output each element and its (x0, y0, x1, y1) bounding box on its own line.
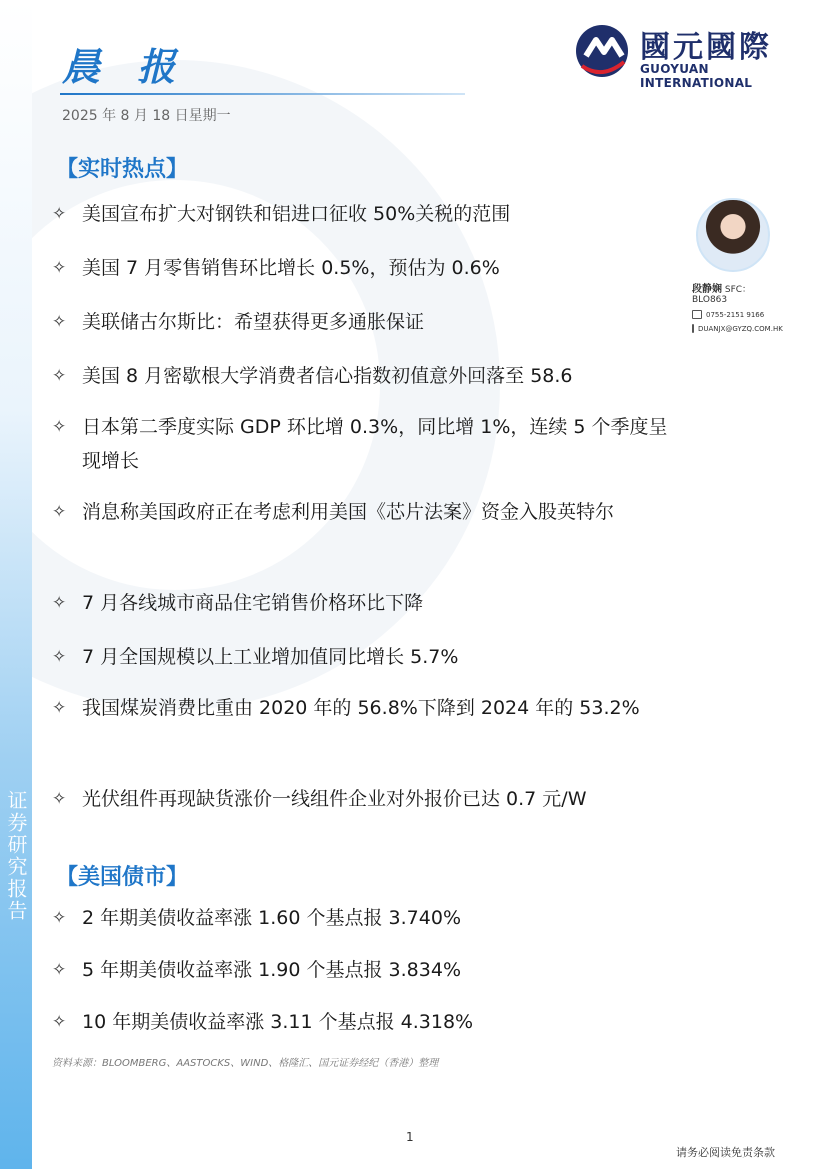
list-item: ✧ 光伏组件再现缺货涨价一线组件企业对外报价已达 0.7 元/W (52, 782, 672, 816)
title-underline (60, 93, 465, 95)
data-source-note: 资料来源：BLOOMBERG、AASTOCKS、WIND、格隆汇、国元证券经纪（香港）整理 (52, 1058, 439, 1069)
page-title: 晨 报 (62, 45, 188, 89)
company-logo (572, 22, 812, 90)
bullet-icon: ✧ (52, 312, 67, 332)
list-item: ✧ 美国 8 月密歇根大学消费者信心指数初值意外回落至 58.6 (52, 359, 672, 393)
analyst-email: DUANJX@GYZQ.COM.HK (698, 324, 783, 333)
list-item: ✧ 7 月全国规模以上工业增加值同比增长 5.7% (52, 640, 672, 674)
bullet-icon: ✧ (52, 789, 67, 809)
list-item: ✧ 5 年期美债收益率涨 1.90 个基点报 3.834% (52, 953, 672, 987)
disclaimer-note: 请务必阅读免责条款 (676, 1146, 775, 1159)
list-item: ✧ 消息称美国政府正在考虑利用美国《芯片法案》资金入股英特尔 (52, 495, 672, 529)
analyst-name-line (692, 280, 782, 305)
bullet-icon: ✧ (52, 908, 67, 928)
bullet-icon: ✧ (52, 258, 67, 278)
list-item: ✧ 美国宣布扩大对钢铁和铝进口征收 50%关税的范围 (52, 197, 672, 231)
bullet-icon: ✧ (52, 647, 67, 667)
report-date: 2025 年 8 月 18 日星期一 (62, 108, 231, 124)
list-item: ✧ 7 月各线城市商品住宅销售价格环比下降 (52, 586, 672, 620)
bullet-icon: ✧ (52, 502, 67, 522)
list-item: ✧ 美国 7 月零售销售环比增长 0.5%，预估为 0.6% (52, 251, 672, 285)
mail-icon (692, 324, 694, 333)
analyst-sfc: SFC：BLO863 (692, 285, 752, 305)
list-item: ✧ 我国煤炭消费比重由 2020 年的 56.8%下降到 2024 年的 53.2% (52, 691, 672, 725)
bullet-icon: ✧ (52, 698, 67, 718)
side-bar (0, 0, 32, 1169)
list-item: ✧ 2 年期美债收益率涨 1.60 个基点报 3.740% (52, 901, 672, 935)
bullet-icon: ✧ (52, 204, 67, 224)
logo-icon (572, 22, 636, 80)
analyst-avatar (696, 198, 770, 272)
section-title-hot-topics: 【实时热点】 (56, 157, 189, 182)
list-item: ✧ 日本第二季度实际 GDP 环比增 0.3%，同比增 1%，连续 5 个季度呈现增长 (52, 410, 672, 478)
analyst-card (692, 198, 782, 333)
phone-icon (692, 310, 702, 319)
analyst-email-line (692, 324, 782, 333)
list-item: ✧ 10 年期美债收益率涨 3.11 个基点报 4.318% (52, 1005, 672, 1039)
analyst-phone-line (692, 310, 782, 319)
list-item: ✧ 美联储古尔斯比：希望获得更多通胀保证 (52, 305, 672, 339)
bullet-icon: ✧ (52, 960, 67, 980)
side-label: 证券研究报告 (4, 790, 28, 922)
bullet-icon: ✧ (52, 593, 67, 613)
bullet-icon: ✧ (52, 1012, 67, 1032)
page-number: 1 (406, 1130, 414, 1144)
bullet-icon: ✧ (52, 417, 67, 437)
analyst-name: 段静娴 (692, 284, 722, 295)
logo-chinese-name: 國元國際 (640, 30, 772, 65)
logo-english-name: GUOYUAN INTERNATIONAL (640, 62, 753, 90)
bullet-icon: ✧ (52, 366, 67, 386)
analyst-phone: 0755-2151 9166 (706, 310, 765, 319)
section-title-us-bonds: 【美国债市】 (56, 865, 189, 890)
